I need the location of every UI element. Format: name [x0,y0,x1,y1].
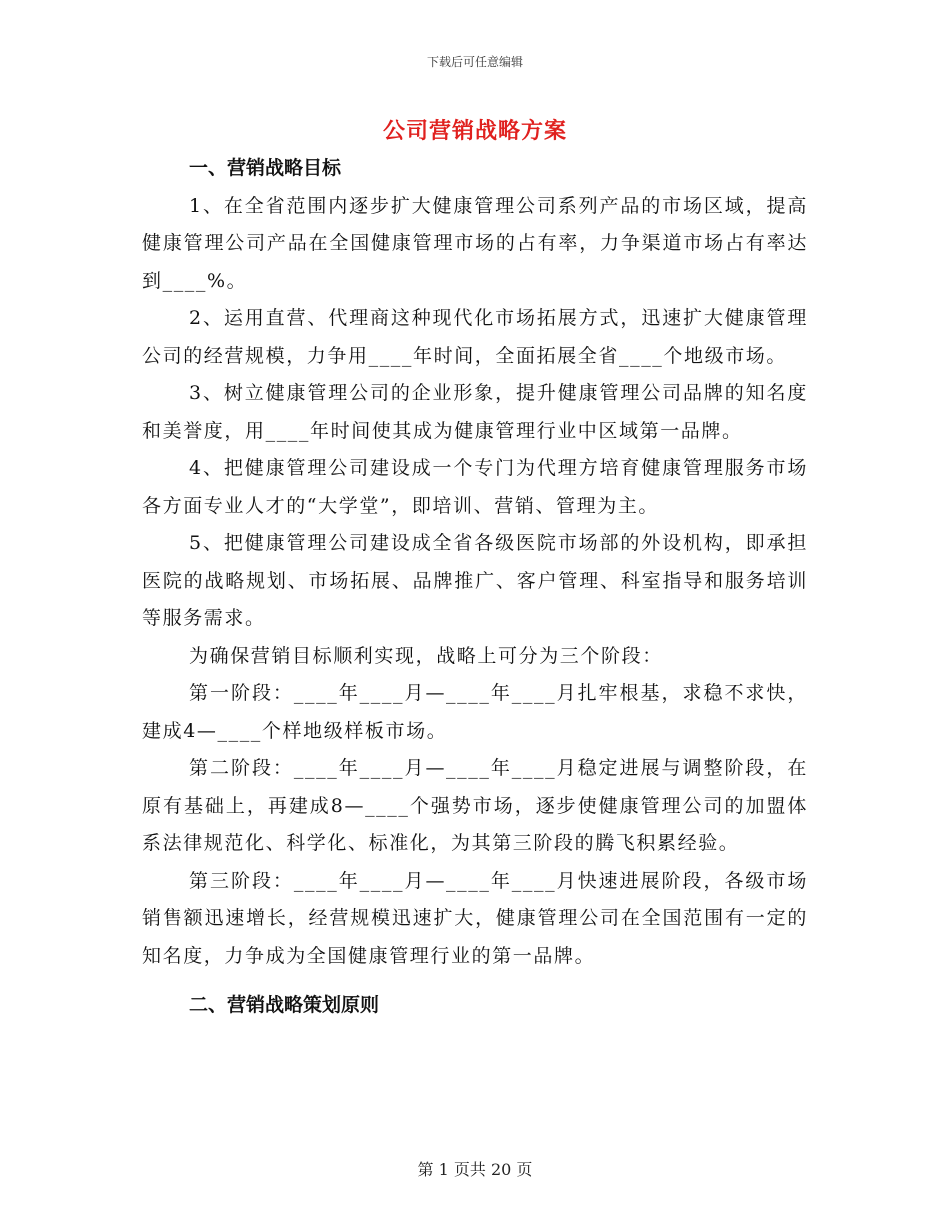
paragraph-goal-3: 3、树立健康管理公司的企业形象，提升健康管理公司品牌的知名度和美誉度，用____年时间使其成为健康管理行业中区域第一品牌。 [142,382,808,442]
paragraph-stages-intro: 为确保营销目标顺利实现，战略上可分为三个阶段： [189,644,663,667]
paragraph-goal-5: 5、把健康管理公司建设成全省各级医院市场部的外设机构，即承担医院的战略规划、市场拓展、品牌推广、客户管理、科室指导和服务培训等服务需求。 [142,532,808,629]
page-footer: 第 1 页共 20 页 [417,1160,533,1179]
page-header: 下载后可任意编辑 [426,55,523,69]
document-body [142,150,808,1025]
document-title: 公司营销战略方案 [382,118,567,144]
paragraph-stage-2: 第二阶段：____年____月—____年____月稳定进展与调整阶段，在原有基础上，再建成8—____个强势市场，逐步使健康管理公司的加盟体系法律规范化、科学化、标准化，为其第三阶段的腾飞积累经验。 [142,757,808,854]
section-heading-principles: 二、营销战略策划原则 [189,994,380,1016]
paragraph-goal-1: 1、在全省范围内逐步扩大健康管理公司系列产品的市场区域，提高健康管理公司产品在全国健康管理市场的占有率，力争渠道市场占有率达到____%。 [142,194,808,292]
section-heading-goals: 一、营销战略目标 [189,157,342,179]
paragraph-goal-4: 4、把健康管理公司建设成一个专门为代理方培育健康管理服务市场各方面专业人才的“大学堂”，即培训、营销、管理为主。 [142,457,808,517]
paragraph-goal-2: 2、运用直营、代理商这种现代化市场拓展方式，迅速扩大健康管理公司的经营规模，力争用____年时间，全面拓展全省____个地级市场。 [142,307,808,367]
paragraph-stage-3: 第三阶段：____年____月—____年____月快速进展阶段，各级市场销售额迅速增长，经营规模迅速扩大，健康管理公司在全国范围有一定的知名度，力争成为全国健康管理行业的第一品牌。 [142,869,808,967]
paragraph-stage-1: 第一阶段：____年____月—____年____月扎牢根基，求稳不求快，建成4—____个样地级样板市场。 [142,682,808,742]
